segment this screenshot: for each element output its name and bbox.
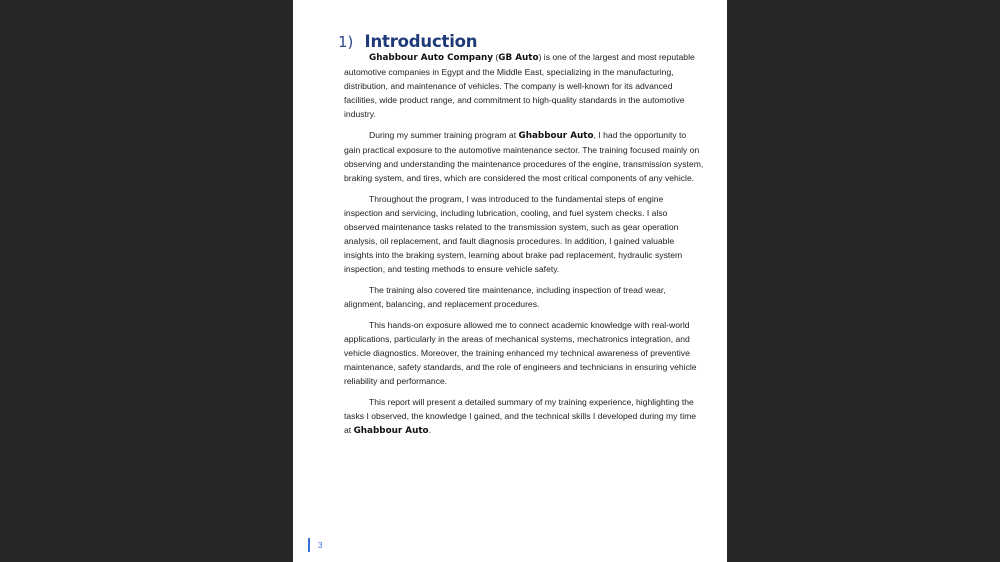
paragraph-2-text-a: During my summer training program at xyxy=(369,130,519,140)
paragraph-1 xyxy=(344,50,704,121)
heading-title: Introduction xyxy=(364,32,478,51)
section-heading xyxy=(338,25,477,53)
paragraph-1-text-a: ( xyxy=(493,52,499,62)
company-name: Ghabbour Auto Company xyxy=(369,53,493,63)
body-text xyxy=(344,50,704,445)
paragraph-6 xyxy=(344,395,704,438)
page-number: 3 xyxy=(318,540,323,550)
paragraph-2 xyxy=(344,128,704,185)
company-name: Ghabbour Auto xyxy=(353,426,429,436)
paragraph-1-text-b: ) is one of the largest and most reputable automotive companies in Egypt and the Middle East, specializing in the manufacturing, distribution, and maintenance of vehicles. The company is well-known for its advanced facilities, wide product range, and commitment to high-quality standards in the automotive industry. xyxy=(344,52,695,119)
paragraph-6-text-a: This report will present a detailed summary of my training experience, highlighting the tasks I observed, the knowledge I gained, and the technical skills I developed during my time at xyxy=(344,397,697,435)
paragraph-3: Throughout the program, I was introduced to the fundamental steps of engine inspection and servicing, including lubrication, cooling, and fuel system checks. I also observed maintenance tasks related to the transmission system, such as gear operation analysis, oil replacement, and fault diagnosis procedures. In addition, I gained valuable insights into the braking system, learning about brake pad replacement, hydraulic system inspection, and testing methods to ensure vehicle safety. xyxy=(344,194,683,274)
company-short-name: GB Auto xyxy=(498,53,539,63)
heading-number: 1) xyxy=(338,33,354,51)
document-page xyxy=(293,0,727,562)
page-footer xyxy=(308,538,322,552)
footer-accent-bar xyxy=(308,538,310,552)
paragraph-4: The training also covered tire maintenance, including inspection of tread wear, alignment, balancing, and replacement procedures. xyxy=(344,285,666,309)
paragraph-5: This hands-on exposure allowed me to connect academic knowledge with real-world applications, particularly in the areas of mechanical systems, mechatronics integration, and vehicle diagnostics. Moreover, the training enhanced my technical awareness of preventive maintenance, safety standards, and the role of engineers and technicians in ensuring vehicle reliability and performance. xyxy=(344,320,697,386)
paragraph-2-text-b: , I had the opportunity to gain practical exposure to the automotive maintenance sector. The training focused mainly on observing and understanding the maintenance procedures of the engine, transmission system, braking system, and tires, which are considered the most critical components of any vehicle. xyxy=(344,130,704,183)
company-name: Ghabbour Auto xyxy=(518,131,594,141)
paragraph-6-text-b: . xyxy=(428,425,431,435)
